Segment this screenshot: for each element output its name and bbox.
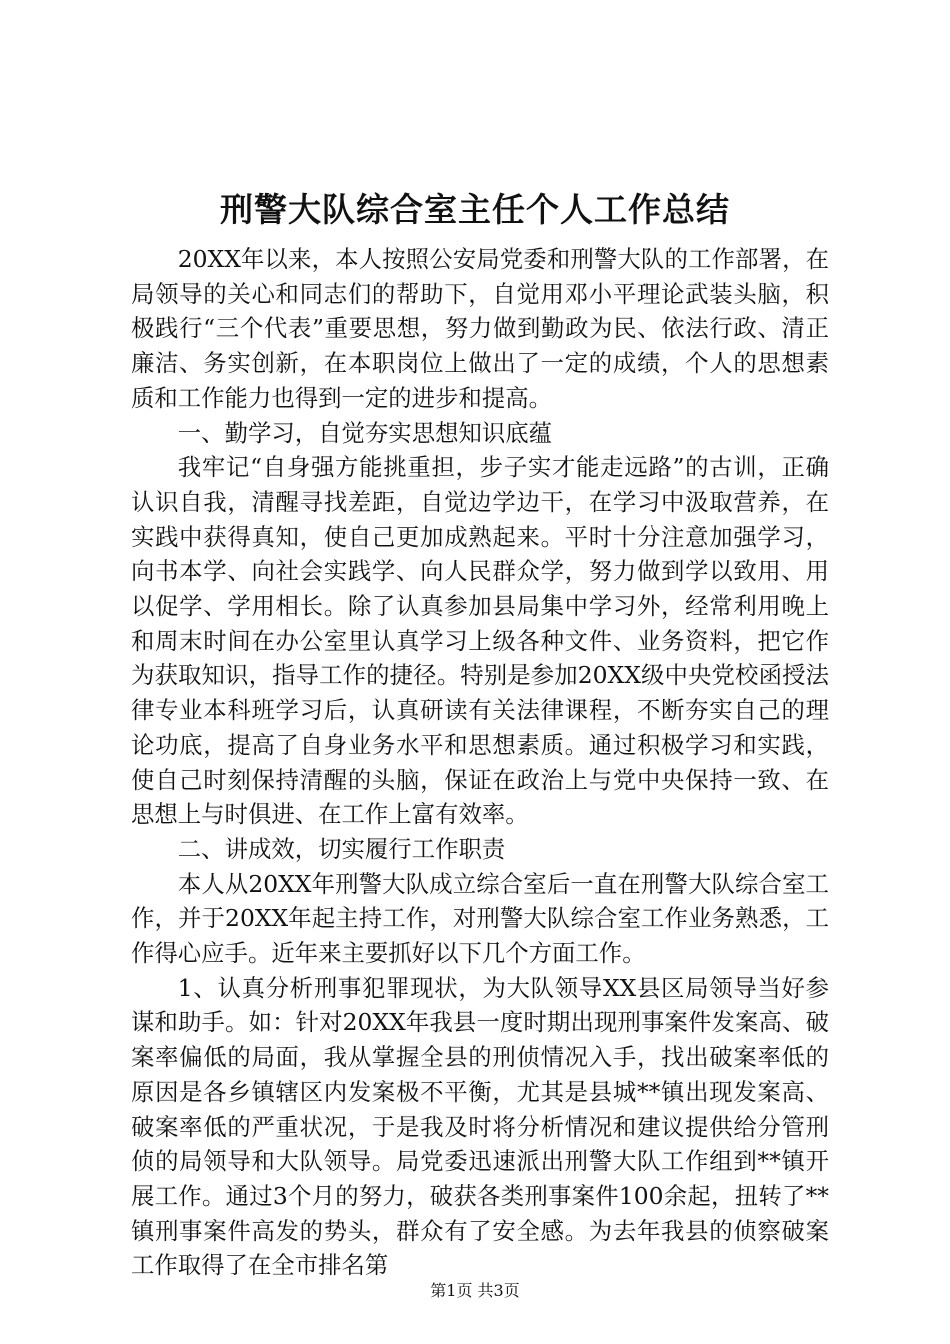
section-heading-1: 一、勤学习，自觉夯实思想知识底蕴 xyxy=(177,418,553,447)
paragraph-study: 我牢记“自身强方能挑重担，步子实才能走远路”的古训，正确认识自我，清醒寻找差距，自觉边学边干，在学习中汲取营养，在实践中获得真知，使自己更加成熟起来。平时十分注意加强学习，向书本学、向社会实践学、向人民群众学，努力做到学以致用、用以促学、学用相长。除了认真参加县局集中学习外，经常利用晚上和周末时间在办公室里认真学习上级各种文件、业务资料，把它作为获取知识，指导工作的捷径。特别是参加20XX级中央党校函授法律专业本科班学习后，认真研读有关法律课程，不断夯实自己的理论功底，提高了自身业务水平和思想素质。通过积极学习和实践，使自己时刻保持清醒的头脑，保证在政治上与党中央保持一致、在思想上与时俱进、在工作上富有效率。 xyxy=(131,453,829,829)
document-title: 刑警大队综合室主任个人工作总结 xyxy=(220,190,730,229)
page-number: 第1页 共3页 xyxy=(430,1281,520,1300)
section-heading-2: 二、讲成效，切实履行工作职责 xyxy=(177,834,506,863)
document-body xyxy=(131,242,829,1283)
paragraph-intro: 20XX年以来，本人按照公安局党委和刑警大队的工作部署，在局领导的关心和同志们的帮助下，自觉用邓小平理论武装头脑，积极践行“三个代表”重要思想，努力做到勤政为民、依法行政、清正廉洁、务实创新，在本职岗位上做出了一定的成绩，个人的思想素质和工作能力也得到一定的进步和提高。 xyxy=(131,245,829,412)
paragraph-item-1: 1、认真分析刑事犯罪现状，为大队领导XX县区局领导当好参谋和助手。如：针对20XX年我县一度时期出现刑事案件发案高、破案率偏低的局面，我从掌握全县的刑侦情况入手，找出破案率低的原因是各乡镇辖区内发案极不平衡，尤其是县城**镇出现发案高、破案率低的严重状况，于是我及时将分析情况和建议提供给分管刑侦的局领导和大队领导。局党委迅速派出刑警大队工作组到**镇开展工作。通过3个月的努力，破获各类刑事案件100余起，扭转了**镇刑事案件高发的势头，群众有了安全感。为去年我县的侦察破案工作取得了在全市排名第 xyxy=(131,973,829,1280)
paragraph-duties: 本人从20XX年刑警大队成立综合室后一直在刑警大队综合室工作，并于20XX年起主持工作，对刑警大队综合室工作业务熟悉，工作得心应手。近年来主要抓好以下几个方面工作。 xyxy=(131,869,829,968)
